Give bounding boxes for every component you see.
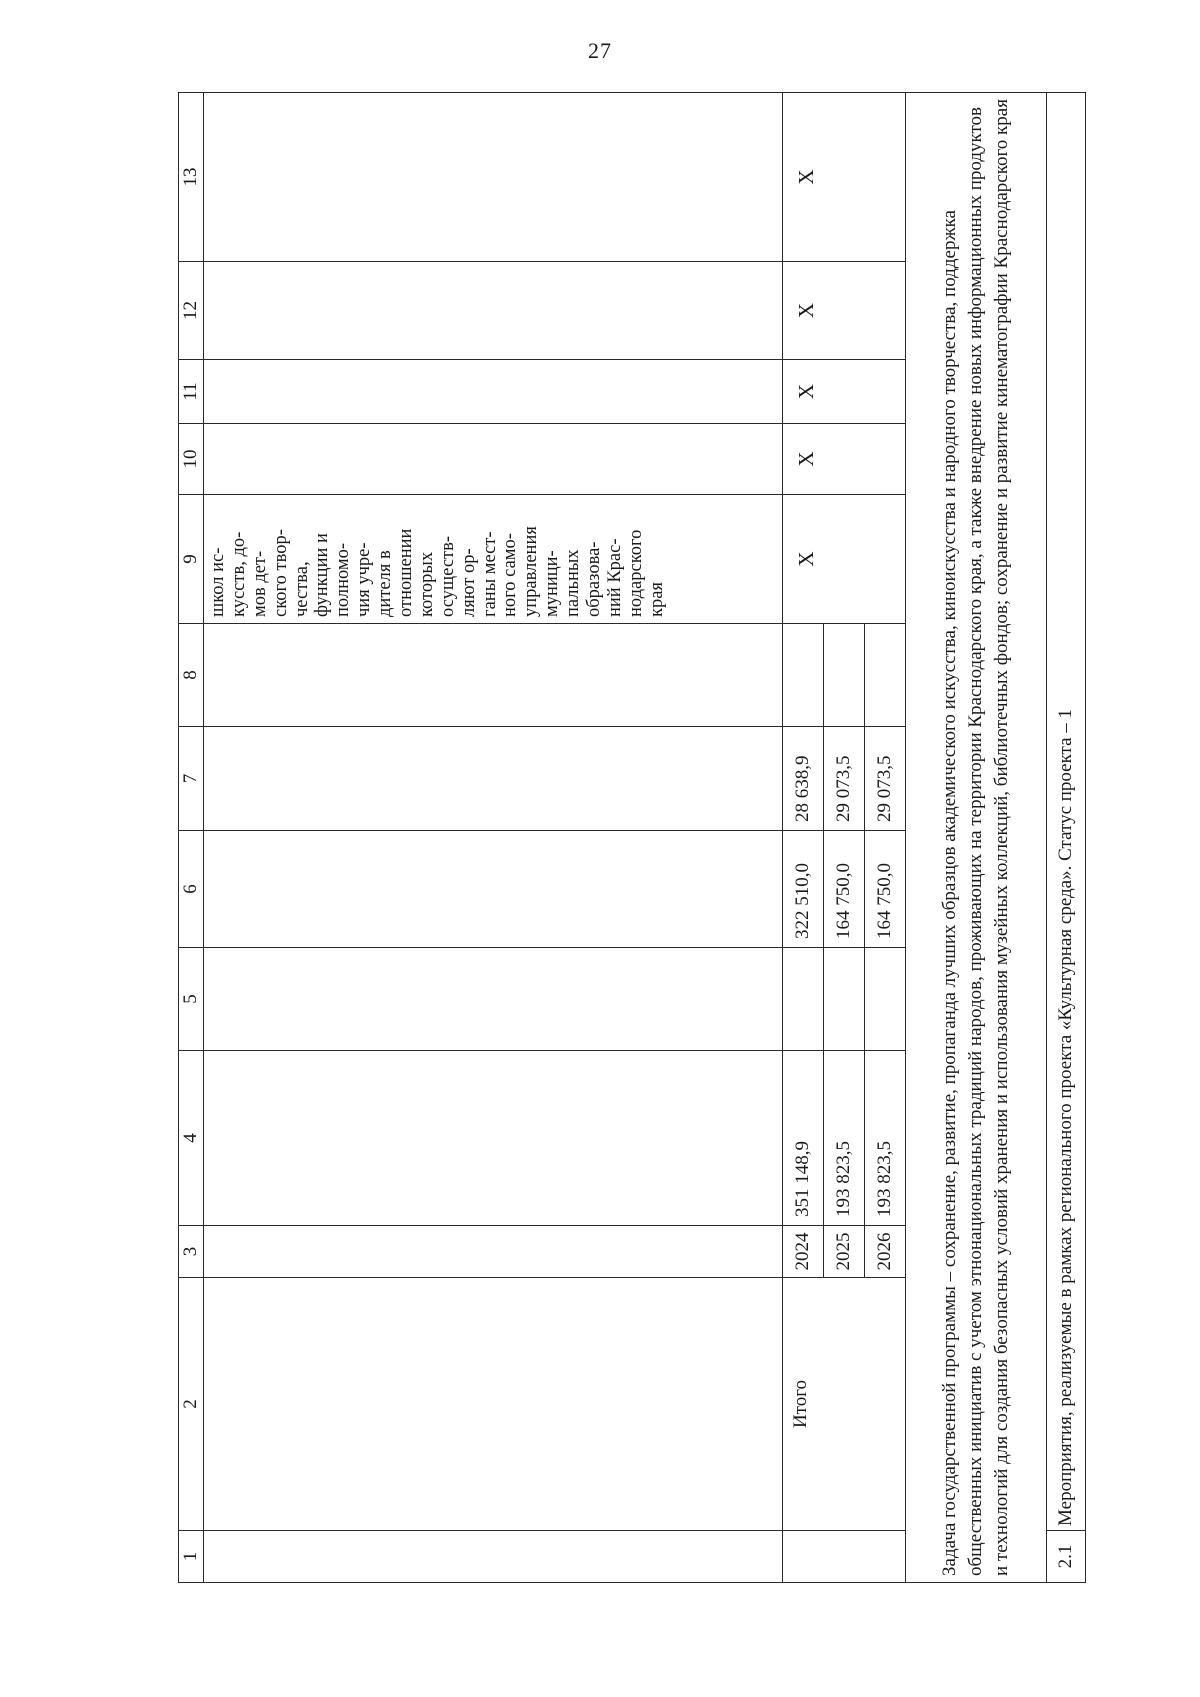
- total-label: Итого: [783, 1278, 906, 1531]
- column-number-row: [179, 93, 204, 1583]
- col-header-12: 12: [179, 262, 204, 360]
- total-value-cell: 28 638,9: [783, 727, 824, 831]
- measure-index: 2.1: [1047, 1531, 1086, 1583]
- x-mark: X: [783, 262, 906, 360]
- year-cell: 2026: [865, 1226, 906, 1278]
- col-header-1: 1: [179, 1531, 204, 1583]
- total-value-cell: 193 823,5: [824, 1051, 865, 1226]
- total-row-2024: [783, 93, 824, 1583]
- program-task-text: Задача государственной программы – сохранение, развитие, пропаганда лучших образцов академического искусства, киноискусства и народного творчества, поддержка общественных инициатив с учетом этнонациональных традиций народов, проживающих на территории Краснодарского края, а также внедрение новых информационных продуктов и технологий для создания безопасных условий хранения и использования музейных коллекций, библиотечных фондов; сохранение и развитие кинематографии Краснодарского края: [906, 93, 1047, 1583]
- col-header-8: 8: [179, 624, 204, 727]
- col-header-6: 6: [179, 831, 204, 948]
- col-header-7: 7: [179, 727, 204, 831]
- x-mark: X: [783, 93, 906, 262]
- col-header-9: 9: [179, 495, 204, 624]
- col9-description: школ ис- кусств, до- мов дет- ского твор- чества, функции и полномо- чия учре- дителя в отношении которых осуществ- ляют ор- ганы мест- ного само- управления муници- пальных образова- ний Крас- нодарского края: [204, 495, 783, 624]
- col-header-5: 5: [179, 948, 204, 1051]
- measure-text: Мероприятия, реализуемые в рамках регионального проекта «Культурная среда». Статус проекта – 1: [1047, 93, 1086, 1531]
- year-cell: 2025: [824, 1226, 865, 1278]
- total-value-cell: 29 073,5: [865, 727, 906, 831]
- col-header-10: 10: [179, 424, 204, 495]
- program-task-row: [906, 93, 1047, 1583]
- col-header-13: 13: [179, 93, 204, 262]
- x-mark: X: [783, 424, 906, 495]
- total-value-cell: 322 510,0: [783, 831, 824, 948]
- x-mark: X: [783, 495, 906, 624]
- total-value-cell: 164 750,0: [865, 831, 906, 948]
- col-header-4: 4: [179, 1051, 204, 1226]
- col-header-3: 3: [179, 1226, 204, 1278]
- continuation-row: [204, 93, 783, 1583]
- col-header-11: 11: [179, 360, 204, 424]
- page-number: 27: [588, 38, 612, 63]
- year-cell: 2024: [783, 1226, 824, 1278]
- col-header-2: 2: [179, 1278, 204, 1531]
- total-value-cell: 29 073,5: [824, 727, 865, 831]
- rotated-table-wrapper: [178, 93, 1131, 1583]
- total-value-cell: 351 148,9: [783, 1051, 824, 1226]
- program-table: [178, 92, 1086, 1583]
- total-value-cell: 164 750,0: [824, 831, 865, 948]
- x-mark: X: [783, 360, 906, 424]
- total-value-cell: 193 823,5: [865, 1051, 906, 1226]
- measure-row: [1047, 93, 1086, 1583]
